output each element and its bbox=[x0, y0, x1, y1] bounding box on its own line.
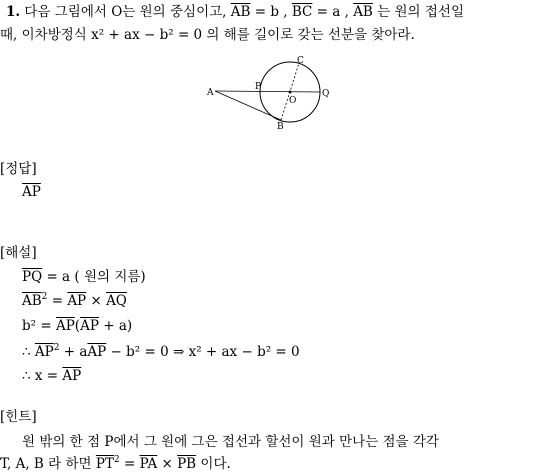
expl-3-left: b² = bbox=[22, 318, 56, 334]
tangent-ab bbox=[215, 91, 281, 120]
explanation-line-5 bbox=[22, 367, 81, 385]
label-o: O bbox=[289, 96, 297, 106]
hint-line-1: 원 밖의 한 점 P에서 그 원에 그은 접선과 할선이 원과 만나는 점을 각각 bbox=[22, 434, 439, 450]
eq-a: = a , bbox=[312, 4, 349, 20]
seg-ap-6: $\overline{AP}$ bbox=[62, 368, 82, 384]
explanation-line-2: $\overline{AB}^2 = \overline{AP} \times \overline{AQ}$ bbox=[22, 292, 127, 309]
therefore-1: ∴ bbox=[22, 344, 35, 360]
seg-pa: $\overline{PA}$ bbox=[139, 456, 158, 472]
label-a: A bbox=[207, 88, 214, 98]
answer-heading: [정답] bbox=[0, 161, 37, 177]
problem-number: 1. bbox=[6, 4, 21, 20]
label-b: B bbox=[277, 122, 284, 132]
hint-heading: [힌트] bbox=[0, 409, 37, 425]
hint-line-2 bbox=[0, 455, 231, 473]
eq-b: = b , bbox=[250, 4, 288, 20]
explanation-line-4: ∴ $\overline{AP}^2 + a\overline{AP} - b^2 = 0$ ⇒ x² + ax − b² = 0 bbox=[22, 343, 300, 360]
expl-4-mid: + a bbox=[59, 344, 88, 360]
label-c: C bbox=[297, 56, 304, 66]
seg-ab-sq: $\overline{AB}$ bbox=[22, 293, 42, 309]
explanation-heading: [해설] bbox=[0, 245, 37, 261]
secant-aq bbox=[215, 91, 320, 92]
problem-line-1 bbox=[6, 3, 464, 21]
expl-3-paren: ( bbox=[74, 318, 81, 334]
expl-4-end: − b² = 0 ⇒ x² + ax − b² = 0 bbox=[106, 344, 300, 360]
label-p: P bbox=[255, 82, 262, 92]
expl-3-end: + a) bbox=[98, 318, 133, 334]
seg-ap-5: $\overline{AP}$ bbox=[87, 344, 107, 360]
answer-segment: $\overline{AP}$ bbox=[22, 184, 41, 200]
seg-ap-2: $\overline{AP}$ bbox=[55, 318, 75, 334]
segment-ab: $\overline{AB}$ bbox=[230, 4, 251, 20]
explanation-line-1 bbox=[22, 268, 146, 286]
seg-ap-4: $\overline{AP}$ bbox=[34, 344, 54, 360]
seg-pq: $\overline{PQ}$ bbox=[22, 269, 43, 285]
therefore-2: ∴ x = bbox=[22, 368, 63, 384]
segment-ab-2: $\overline{AB}$ bbox=[353, 4, 373, 20]
hint-2-end: 이다. bbox=[196, 456, 231, 472]
segment-bc: $\overline{BC}$ bbox=[291, 4, 313, 20]
hint-2-a: T, A, B 라 하면 bbox=[0, 456, 96, 472]
seg-aq: $\overline{AQ}$ bbox=[106, 293, 127, 309]
expl-2-eq: = bbox=[47, 293, 68, 309]
explanation-line-3 bbox=[22, 317, 132, 335]
seg-ap: $\overline{AP}$ bbox=[67, 293, 87, 309]
problem-line-2: 때, 이차방정식 x² + ax − b² = 0 의 해를 길이로 갖는 선분을 찾아라. bbox=[0, 27, 415, 43]
hint-eq: = bbox=[119, 456, 140, 472]
expl-1-rest: = a ( 원의 지름) bbox=[42, 269, 146, 285]
problem-text-1b: 는 원의 접선일 bbox=[377, 4, 464, 20]
expl-2-times: × bbox=[86, 293, 107, 309]
problem-text-1a: 다음 그림에서 O는 원의 중심이고, bbox=[24, 4, 227, 20]
seg-pt: $\overline{PT}$ bbox=[95, 456, 114, 472]
hint-square: 2 bbox=[113, 455, 120, 465]
answer-line bbox=[22, 183, 41, 201]
seg-pb: $\overline{PB}$ bbox=[177, 456, 197, 472]
hint-times: × bbox=[157, 456, 178, 472]
seg-ap-3: $\overline{AP}$ bbox=[80, 318, 99, 334]
label-q: Q bbox=[322, 89, 330, 99]
center-dot bbox=[289, 91, 292, 94]
geometry-figure bbox=[205, 55, 335, 135]
